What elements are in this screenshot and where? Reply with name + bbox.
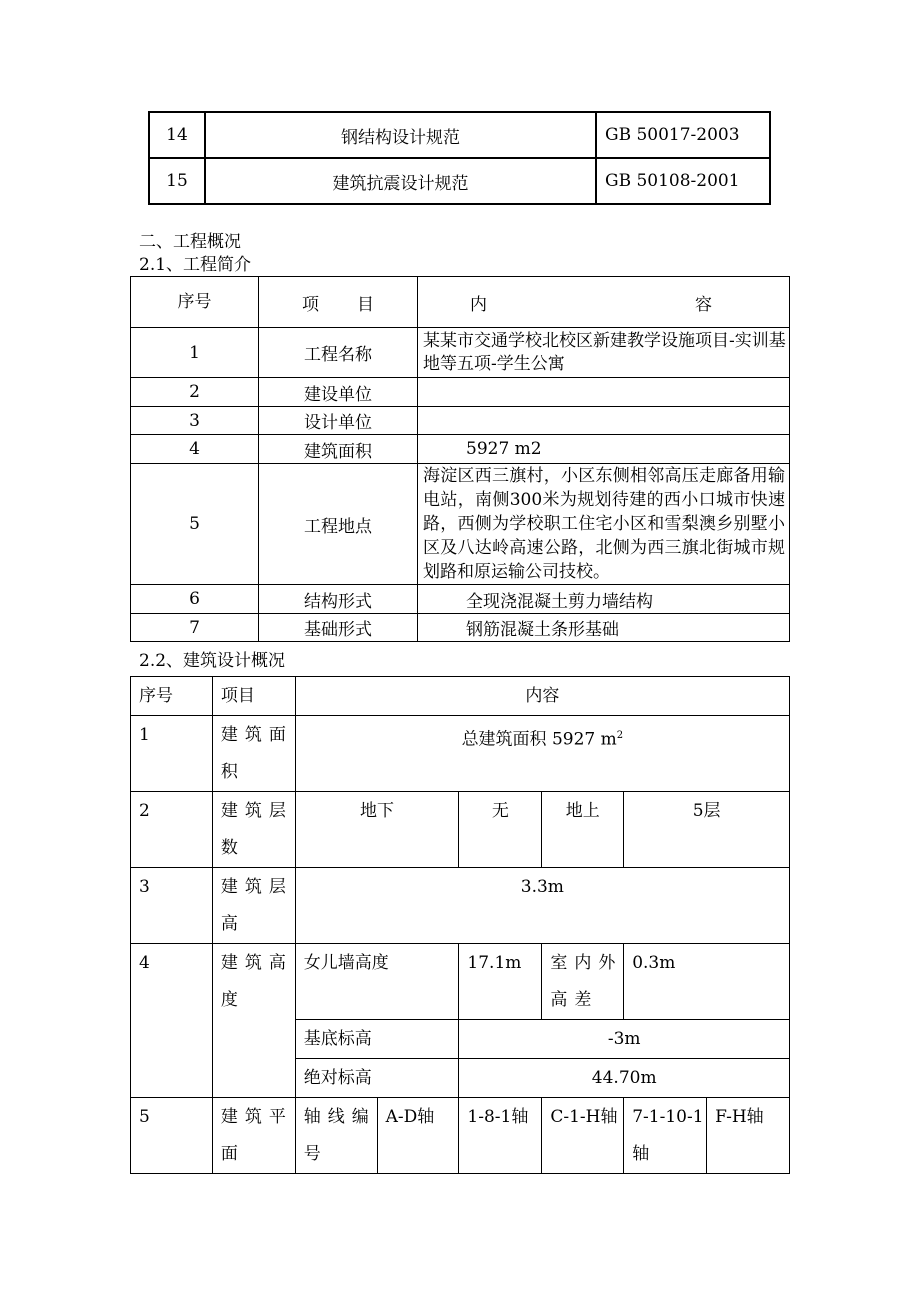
section-2-1-heading: 2.1、工程简介 (139, 255, 252, 275)
architecture-overview-table (130, 676, 790, 1174)
header-item-a: 项 (302, 294, 319, 315)
standard-code: GB 50017-2003 (596, 112, 770, 158)
standard-no: 15 (149, 158, 205, 204)
axis-label: 轴线编号 (295, 1098, 377, 1174)
axis-value: A-D轴 (377, 1098, 459, 1174)
row-item: 工程名称 (259, 328, 418, 378)
standard-code: GB 50108-2001 (596, 158, 770, 204)
table-row (149, 112, 770, 158)
parapet-height-label: 女儿墙高度 (295, 944, 459, 1020)
row-item: 结构形式 (259, 585, 418, 614)
axis-value: C-1-H轴 (542, 1098, 624, 1174)
header-content (418, 277, 790, 328)
row-item: 建筑平面 (212, 1098, 295, 1174)
row-no: 7 (131, 614, 259, 642)
table-row (131, 407, 790, 435)
aboveground-label: 地上 (542, 792, 624, 868)
absolute-elevation-label: 绝对标高 (295, 1059, 459, 1098)
row-content (418, 378, 790, 407)
standard-name: 建筑抗震设计规范 (205, 158, 596, 204)
base-elevation-value: -3m (459, 1020, 790, 1059)
row-no: 4 (131, 435, 259, 464)
row-no: 5 (131, 1098, 213, 1174)
table-row (131, 792, 790, 868)
row-item: 建筑面积 (212, 716, 295, 792)
row-no: 1 (131, 716, 213, 792)
height-diff-label: 室内外高差 (542, 944, 624, 1020)
standards-table (148, 111, 771, 205)
row-no: 1 (131, 328, 259, 378)
row-no: 2 (131, 378, 259, 407)
table-row (131, 328, 790, 378)
aboveground-value: 5层 (624, 792, 790, 868)
underground-value: 无 (459, 792, 542, 868)
row-no: 4 (131, 944, 213, 1098)
table-row (131, 435, 790, 464)
axis-value: 1-8-1轴 (459, 1098, 542, 1174)
height-diff-value: 0.3m (624, 944, 790, 1020)
header-content-a: 内 (470, 294, 487, 315)
row-no: 3 (131, 868, 213, 944)
row-item: 建筑面积 (259, 435, 418, 464)
standard-no: 14 (149, 112, 205, 158)
header-item (259, 277, 418, 328)
absolute-elevation-value: 44.70m (459, 1059, 790, 1098)
row-no: 3 (131, 407, 259, 435)
row-item: 建筑层数 (212, 792, 295, 868)
row-item: 建筑高度 (212, 944, 295, 1098)
row-item: 建设单位 (259, 378, 418, 407)
table-row (131, 868, 790, 944)
row-content (295, 716, 789, 792)
axis-value: F-H轴 (707, 1098, 790, 1174)
header-item: 项目 (212, 677, 295, 716)
axis-value: 7-1-10-1轴 (624, 1098, 707, 1174)
row-content: 钢筋混凝土条形基础 (418, 614, 790, 642)
total-area: 总建筑面积 5927 m (461, 729, 617, 750)
underground-label: 地下 (295, 792, 459, 868)
header-content: 内容 (295, 677, 789, 716)
row-content: 某某市交通学校北校区新建教学设施项目-实训基地等五项-学生公寓 (418, 328, 790, 378)
row-content (418, 407, 790, 435)
table-row (149, 158, 770, 204)
header-no: 序号 (131, 677, 213, 716)
table-row (131, 614, 790, 642)
table-row (131, 464, 790, 585)
parapet-height-value: 17.1m (459, 944, 542, 1020)
base-elevation-label: 基底标高 (295, 1020, 459, 1059)
section-2-heading: 二、工程概况 (139, 232, 241, 252)
table-row (131, 585, 790, 614)
project-overview-table (130, 276, 790, 642)
row-no: 2 (131, 792, 213, 868)
table-header-row (131, 677, 790, 716)
header-content-b: 容 (695, 294, 712, 315)
header-item-b: 目 (357, 294, 374, 315)
table-header-row (131, 277, 790, 328)
row-no: 5 (131, 464, 259, 585)
table-row (131, 1098, 790, 1174)
row-content: 5927 m2 (418, 435, 790, 464)
row-content: 3.3m (295, 868, 789, 944)
header-no: 序号 (131, 277, 259, 328)
row-item: 建筑层高 (212, 868, 295, 944)
table-row (131, 716, 790, 792)
standard-name: 钢结构设计规范 (205, 112, 596, 158)
row-item: 设计单位 (259, 407, 418, 435)
row-no: 6 (131, 585, 259, 614)
table-row (131, 944, 790, 1020)
row-content: 全现浇混凝土剪力墙结构 (418, 585, 790, 614)
area-unit-sup: 2 (616, 730, 624, 741)
row-content: 海淀区西三旗村，小区东侧相邻高压走廊备用输电站，南侧300米为规划待建的西小口城市快速路，西侧为学校职工住宅小区和雪梨澳乡别墅小区及八达岭高速公路，北侧为西三旗北街城市规划路和原运输公司技校。 (418, 464, 790, 585)
table-row (131, 378, 790, 407)
section-2-2-heading: 2.2、建筑设计概况 (139, 651, 286, 671)
row-item: 基础形式 (259, 614, 418, 642)
row-item: 工程地点 (259, 464, 418, 585)
